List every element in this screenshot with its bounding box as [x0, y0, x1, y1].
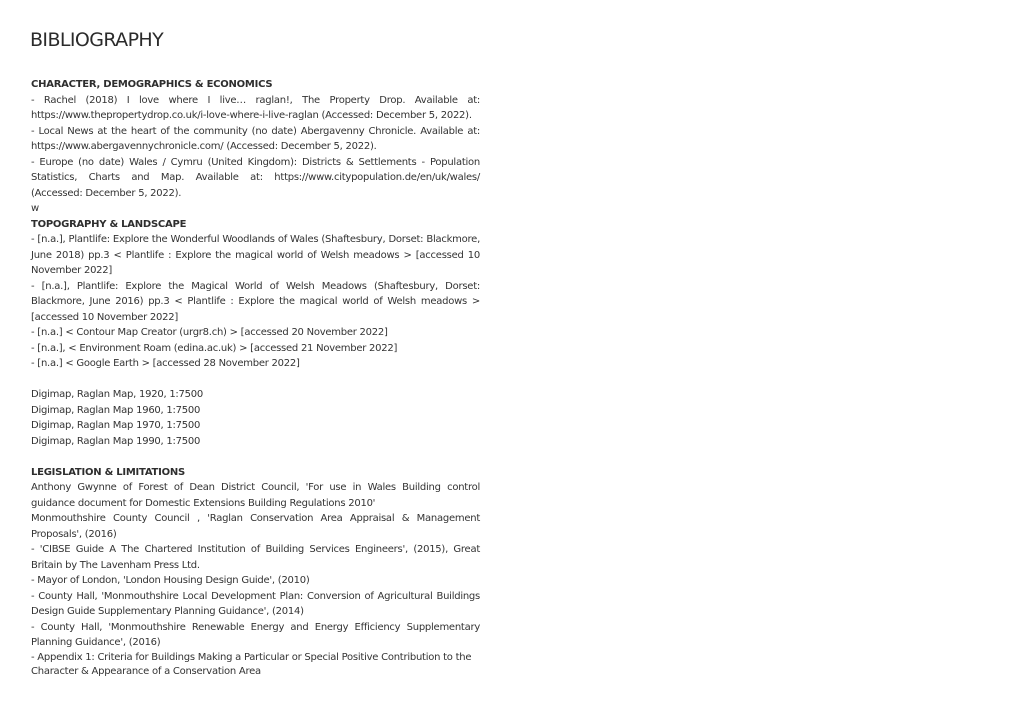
- section-digimap-maps: [31, 387, 480, 449]
- reference-entry: Anthony Gwynne of Forest of Dean District Council, 'For use in Wales Building control guidance document for Domestic Extensions Building Regulations 2010': [31, 482, 480, 509]
- section-heading: CHARACTER, DEMOGRAPHICS & ECONOMICS: [31, 79, 273, 90]
- section-topography-landscape: [31, 217, 480, 372]
- section-heading: LEGISLATION & LIMITATIONS: [31, 466, 185, 478]
- reference-entry: - Appendix 1: Criteria for Buildings Making a Particular or Special Positive Contribution to the Character & Appearance of a Conservation Area: [31, 651, 472, 677]
- section-legislation-limitations: [31, 465, 480, 679]
- reference-entry: Digimap, Raglan Map 1970, 1:7500: [31, 420, 201, 431]
- reference-entry: Digimap, Raglan Map 1990, 1:7500: [31, 435, 201, 447]
- reference-entry: - [n.a.], < Environment Roam (edina.ac.uk) > [accessed 21 November 2022]: [31, 342, 398, 354]
- reference-entry: Digimap, Raglan Map 1960, 1:7500: [31, 404, 201, 416]
- reference-entry: - [n.a.], Plantlife: Explore the Wonderful Woodlands of Wales (Shaftesbury, Dorset: Blackmore, June 2018) pp.3 < Plantlife : Explore the magical world of Welsh meadows > [accessed 10 November 2022]: [31, 234, 480, 276]
- reference-entry: - Mayor of London, 'London Housing Design Guide', (2010): [31, 575, 310, 586]
- reference-entry: - Rachel (2018) I love where I live… raglan!, The Property Drop. Available at: https://www.thepropertydrop.co.uk/i-love-where-i-live-raglan (Accessed: December 5, 2022).: [31, 94, 480, 121]
- spacer: [31, 449, 480, 465]
- stray-text: w: [31, 203, 39, 214]
- reference-entry: Monmouthshire County Council , 'Raglan Conservation Area Appraisal & Management Proposals', (2016): [31, 513, 480, 540]
- reference-entry: - County Hall, 'Monmouthshire Renewable Energy and Energy Efficiency Supplementary Planning Guidance', (2016): [31, 621, 480, 648]
- reference-entry: - County Hall, 'Monmouthshire Local Development Plan: Conversion of Agricultural Buildings Design Guide Supplementary Planning Guidance', (2014): [31, 590, 480, 617]
- bibliography-content: [31, 77, 480, 679]
- section-character-demographics: [31, 77, 480, 217]
- reference-entry: Digimap, Raglan Map, 1920, 1:7500: [31, 389, 204, 400]
- reference-entry: - Europe (no date) Wales / Cymru (United Kingdom): Districts & Settlements - Population Statistics, Charts and Map. Available at: https://www.citypopulation.de/en/uk/wales/ (Accessed: December 5, 2022).: [31, 156, 480, 199]
- reference-entry: - [n.a.] < Contour Map Creator (urgr8.ch) > [accessed 20 November 2022]: [31, 327, 388, 338]
- reference-entry: - [n.a.], Plantlife: Explore the Magical World of Welsh Meadows (Shaftesbury, Dorset: Blackmore, June 2016) pp.3 < Plantlife : Explore the magical world of Welsh meadows > [accessed 10 November 2022]: [31, 280, 480, 323]
- page-title: BIBLIOGRAPHY: [30, 29, 164, 51]
- spacer: [31, 372, 480, 388]
- reference-entry: - Local News at the heart of the community (no date) Abergavenny Chronicle. Available at: https://www.abergavennychronicle.com/ (Accessed: December 5, 2022).: [31, 125, 480, 152]
- section-heading: TOPOGRAPHY & LANDSCAPE: [31, 218, 187, 230]
- reference-entry: - [n.a.] < Google Earth > [accessed 28 November 2022]: [31, 358, 300, 369]
- reference-entry: - 'CIBSE Guide A The Chartered Institution of Building Services Engineers', (2015), Great Britain by The Lavenham Press Ltd.: [31, 544, 480, 571]
